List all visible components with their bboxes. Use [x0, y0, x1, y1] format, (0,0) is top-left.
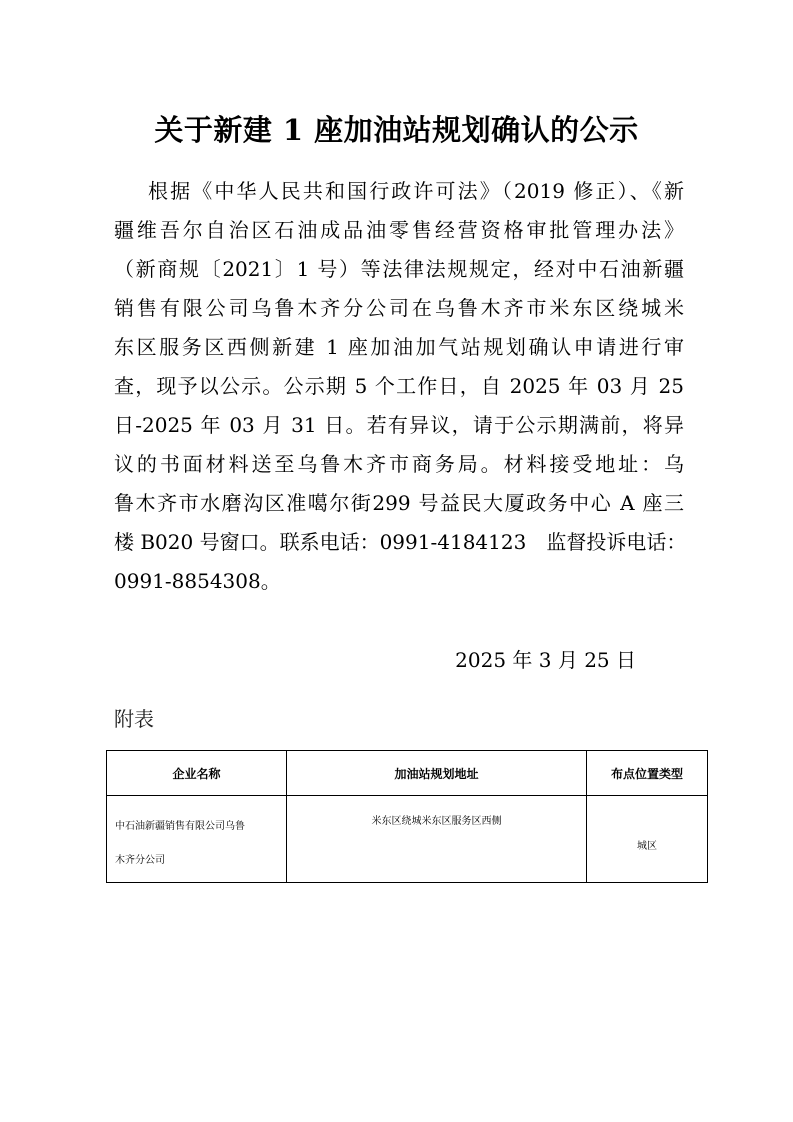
body-line: 楼 B020 号窗口。联系电话：0991-4184123 监督投诉电话： [114, 530, 687, 554]
cell-station-address: 米东区绕城米东区服务区西侧 [287, 796, 587, 883]
table-row [107, 796, 708, 883]
body-line: （新商规〔2021〕1 号）等法律法规规定，经对中石油新疆 [114, 257, 684, 281]
body-line: 销售有限公司乌鲁木齐分公司在乌鲁木齐市米东区绕城米 [114, 296, 684, 320]
company-name-line: 中石油新疆销售有限公司乌鲁 [115, 821, 245, 832]
cell-location-type: 城区 [587, 796, 708, 883]
body-line: 议的书面材料送至乌鲁木齐市商务局。材料接受地址：乌 [114, 452, 684, 476]
company-name-line: 木齐分公司 [115, 855, 165, 866]
document-title: 关于新建 1 座加油站规划确认的公示 [154, 113, 639, 147]
body-line: 鲁木齐市水磨沟区准噶尔街299 号益民大厦政务中心 A 座三 [114, 491, 684, 515]
attachment-label: 附表 [114, 707, 154, 731]
header-company-name: 企业名称 [107, 751, 287, 796]
body-line: 0991-8854308。 [114, 569, 281, 593]
document-date: 2025 年 3 月 25 日 [455, 648, 636, 672]
header-location-type: 布点位置类型 [587, 751, 708, 796]
notice-body [114, 172, 687, 601]
body-line: 东区服务区西侧新建 1 座加油加气站规划确认申请进行审 [114, 335, 684, 359]
body-line: 查，现予以公示。公示期 5 个工作日，自 2025 年 03 月 25 [114, 374, 684, 398]
header-station-address: 加油站规划地址 [287, 751, 587, 796]
body-line: 日-2025 年 03 月 31 日。若有异议，请于公示期满前，将异 [114, 413, 684, 437]
cell-company-name [107, 796, 287, 883]
annex-table [106, 750, 708, 883]
table-header-row [107, 751, 708, 796]
body-line: 疆维吾尔自治区石油成品油零售经营资格审批管理办法》 [114, 218, 684, 242]
body-line: 根据《中华人民共和国行政许可法》（2019 修正）、《新 [148, 179, 684, 203]
